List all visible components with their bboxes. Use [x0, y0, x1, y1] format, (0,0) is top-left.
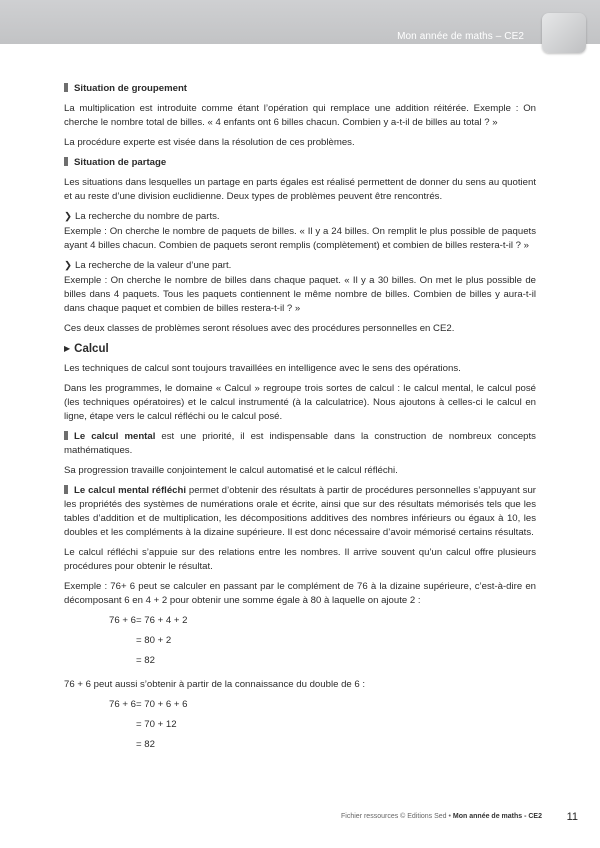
grouping-paragraph-2: La procédure experte est visée dans la résolution de ces problèmes.	[64, 137, 355, 148]
corner-tab	[542, 13, 586, 53]
sharing-bullet-1-label: La recherche du nombre de parts.	[75, 211, 220, 222]
sharing-bullet-1	[64, 210, 536, 224]
chevron-right-icon: ❯	[64, 211, 73, 222]
calc-rhs: = 82	[136, 655, 155, 666]
footer-book-title: Mon année de maths - CE2	[452, 813, 542, 820]
calcul-paragraph-1: Les techniques de calcul sont toujours travaillées en intelligence avec le sens des opérations.	[64, 363, 461, 374]
calc-lhs: 76 + 6	[109, 699, 136, 710]
subhead-grouping-text: Situation de groupement	[74, 83, 187, 94]
calcul-mental-paragraph	[64, 430, 536, 458]
subhead-sharing-text: Situation de partage	[74, 157, 167, 168]
calcul-example-2: 76 + 6 peut aussi s’obtenir à partir de la connaissance du double de 6 :	[64, 679, 366, 690]
calc-rhs: = 76 + 4 + 2	[136, 615, 188, 626]
calc-line	[64, 718, 536, 738]
calcul-mental-rest: est une priorité, il est indispensable dans la construction de nombreux concepts mathématiques.	[64, 431, 536, 456]
calc-rhs: = 80 + 2	[136, 635, 172, 646]
page-number: 11	[566, 811, 578, 823]
calc-line	[64, 614, 536, 634]
calc-rhs: = 82	[136, 739, 155, 750]
footer-source-text: Fichier ressources © Editions Sed •	[341, 813, 451, 820]
calc-rhs: = 70 + 12	[136, 719, 177, 730]
sharing-bullet-2	[64, 259, 536, 273]
sharing-bullet-1-text: Exemple : On cherche le nombre de paquets de billes. « Il y a 24 billes. On remplit le plus possible de paquets ayant 4 billes chacun. Combien de paquets seront remplis (complètement) et combien de billes restera-t-il ? »	[64, 226, 536, 251]
triangle-right-icon: ▶	[64, 344, 71, 353]
square-bullet-icon	[64, 157, 68, 166]
sharing-conclusion: Ces deux classes de problèmes seront résolues avec des procédures personnelles en CE2.	[64, 323, 455, 334]
calcul-progression: Sa progression travaille conjointement le calcul automatisé et le calcul réfléchi.	[64, 465, 398, 476]
grouping-paragraph-1: La multiplication est introduite comme étant l’opération qui remplace une addition réitérée. Exemple : On cherche le nombre total de billes. « 4 enfants ont 6 billes chacun. Combien y a-t-il de billes au total ? »	[64, 103, 536, 128]
footer-source	[341, 813, 542, 820]
calc-lhs: 76 + 6	[109, 615, 136, 626]
calcul-example-1: Exemple : 76+ 6 peut se calculer en passant par le complément de 76 à la dizaine supérieure, c’est-à-dire en décomposant 6 en 4 + 2 pour obtenir une somme égale à 80 à laquelle on ajoute 2 :	[64, 581, 536, 606]
sharing-bullet-2-label: La recherche de la valeur d’une part.	[75, 260, 232, 271]
square-bullet-icon	[64, 485, 68, 494]
calc-rhs: = 70 + 6 + 6	[136, 699, 188, 710]
calc-line	[64, 634, 536, 654]
section-title-calcul-text: Calcul	[74, 343, 109, 355]
chevron-right-icon: ❯	[64, 260, 73, 271]
header-title: Mon année de maths – CE2	[397, 31, 524, 42]
calcul-mental-bold: Le calcul mental	[74, 431, 156, 442]
calcul-relations: Le calcul réfléchi s’appuie sur des relations entre les nombres. Il arrive souvent qu’un calcul offre plusieurs procédures pour obtenir le résultat.	[64, 547, 536, 572]
calc-line	[64, 698, 536, 718]
section-title-calcul	[64, 342, 536, 356]
sharing-bullet-2-text: Exemple : On cherche le nombre de billes dans chaque paquet. « Il y a 30 billes. On met le plus possible de billes dans 4 paquets. Tous les paquets contiennent le même nombre de billes. Combien de billes y aura-t-il dans chaque paquet et combien de billes restera-t-il ? »	[64, 275, 536, 314]
page-footer	[0, 812, 600, 826]
square-bullet-icon	[64, 83, 68, 92]
subhead-sharing	[64, 156, 536, 170]
calcul-reflechi-paragraph	[64, 484, 536, 540]
sharing-intro: Les situations dans lesquelles un partage en parts égales est réalisé permettent de donner du sens au quotient et au reste d’une division euclidienne. Deux types de problèmes peuvent être rencontrés.	[64, 177, 536, 202]
calcul-reflechi-bold: Le calcul mental réfléchi	[74, 485, 187, 496]
calc-line	[64, 738, 536, 758]
square-bullet-icon	[64, 431, 68, 440]
calcul-reflechi-rest: permet d’obtenir des résultats à partir de procédures personnelles s’appuyant sur les propriétés des systèmes de numérations orale et écrite, ainsi que sur des résultats mémorisés tels que les tables d’addition et de multiplication, les décompositions additives des nombres inférieurs ou égaux à 10, les doubles et les compléments à la dizaine supérieure. Il est donc nécessaire d’avoir mémorisé certains résultats.	[64, 485, 536, 538]
calc-line	[64, 654, 536, 674]
subhead-grouping	[64, 82, 536, 96]
calcul-paragraph-2: Dans les programmes, le domaine « Calcul » regroupe trois sortes de calcul : le calcul mental, le calcul posé (les techniques opératoires) et le calcul instrumenté (à la calculatrice). Nous ajoutons à celles-ci le calcul en ligne, étape vers le calcul réfléchi ou le calcul posé.	[64, 383, 536, 422]
page-content	[64, 82, 536, 758]
